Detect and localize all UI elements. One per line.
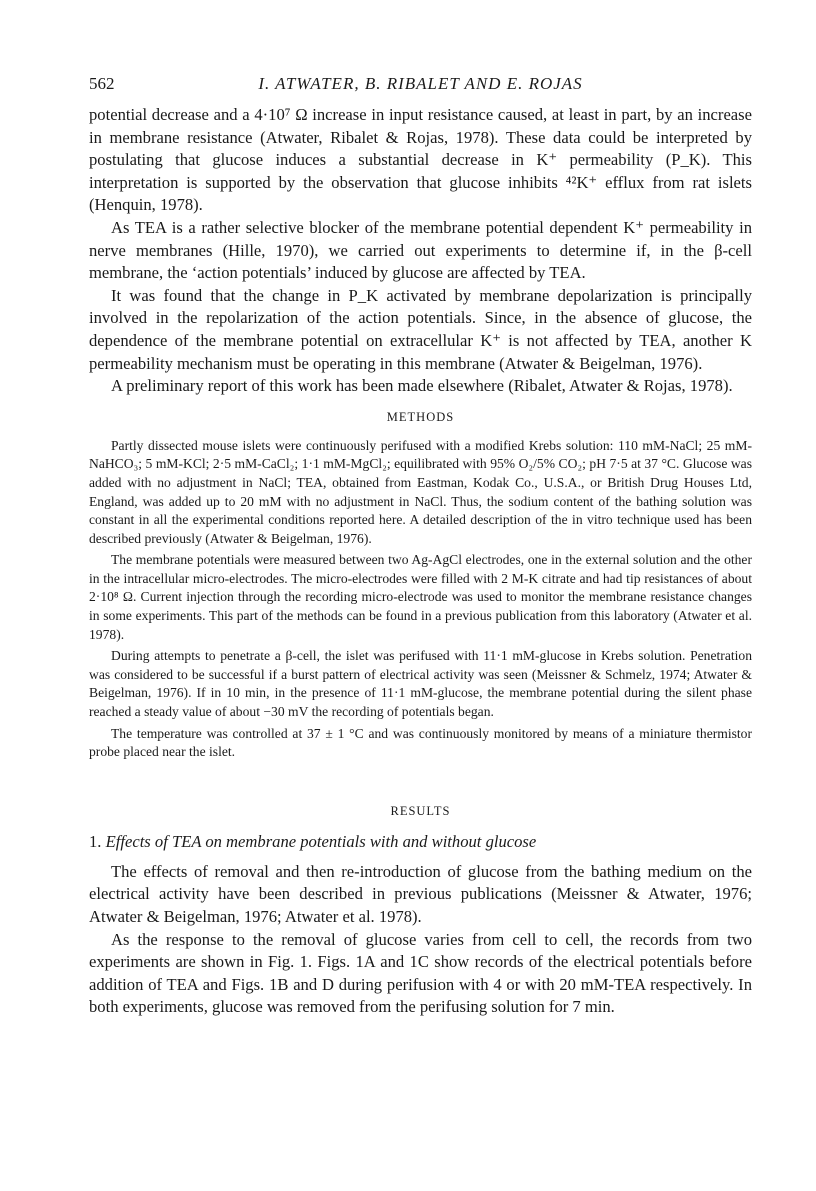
intro-paragraph-1: potential decrease and a 4·10⁷ Ω increase in input resistance caused, at least in part, by an increase in membrane resistance (Atwater, Ribalet & Rojas, 1978). These data could be interpreted by postulating that glucose induces a substantial decrease in K⁺ permeability (P_K). This interpretation is supported by the observation that glucose inhibits ⁴²K⁺ efflux from rat islets (Henquin, 1978). xyxy=(89,105,752,215)
page-header xyxy=(89,74,752,102)
methods-paragraph-2: The membrane potentials were measured between two Ag-AgCl electrodes, one in the external solution and the other in the intracellular micro-electrodes. The micro-electrodes were filled with 2 M-K citrate and had tip resistances of about 2·10⁸ Ω. Current injection through the recording micro-electrode was used to monitor the membrane resistance changes in some experiments. This part of the methods can be found in a previous publication from this laboratory (Atwater et al. 1978). xyxy=(89,552,752,642)
intro-paragraph-2: As TEA is a rather selective blocker of the membrane potential dependent K⁺ permeability in nerve membranes (Hille, 1970), we carried out experiments to determine if, in the β-cell membrane, the ‘action potentials’ induced by glucose are affected by TEA. xyxy=(89,217,752,283)
subheading-text: Effects of TEA on membrane potentials with and without glucose xyxy=(105,831,537,851)
methods-paragraph-1: Partly dissected mouse islets were continuously perifused with a modified Krebs solution: 110 mM-NaCl; 25 mM-NaHCO₃; 5 mM-KCl; 2·5 mM-CaCl₂; 1·1 mM-MgCl₂; equilibrated with 95% O₂/5% CO₂; pH 7·5 at 37 °C. Glucose was added with no adjustment in NaCl; TEA, obtained from Eastman, Kodak Co., U.S.A., or British Drug Houses Ltd, England, was added up to 20 mM with no adjustment in NaCl. Thus, the sodium content of the bathing solution was constant in all the experimental conditions reported here. A detailed description of the in vitro technique used has been described previously (Atwater & Beigelman, 1976). xyxy=(89,437,752,546)
methods-heading: METHODS xyxy=(386,409,455,424)
intro-paragraph-4: A preliminary report of this work has been made elsewhere (Ribalet, Atwater & Rojas, 1978). xyxy=(111,376,733,396)
results-heading: RESULTS xyxy=(390,803,451,818)
running-head-authors: I. ATWATER, B. RIBALET AND E. ROJAS xyxy=(258,74,583,93)
page-number: 562 xyxy=(89,74,115,93)
results-paragraph-2: As the response to the removal of glucose varies from cell to cell, the records from two experiments are shown in Fig. 1. Figs. 1A and 1C show records of the electrical potentials before addition of TEA and Figs. 1B and D during perifusion with 4 or with 20 mM-TEA respectively. In both experiments, glucose was removed from the perifusing solution for 7 min. xyxy=(89,929,752,1017)
methods-paragraph-4: The temperature was controlled at 37 ± 1 °C and was continuously monitored by means of a miniature thermistor probe placed near the islet. xyxy=(89,725,752,760)
intro-paragraph-3: It was found that the change in P_K activated by membrane depolarization is principally involved in the repolarization of the action potentials. Since, in the absence of glucose, the dependence of the membrane potential on extracellular K⁺ is not affected by TEA, another K permeability mechanism must be operating in this membrane (Atwater & Beigelman, 1976). xyxy=(89,285,752,373)
paper-page xyxy=(89,74,752,1019)
section-spacer xyxy=(89,762,752,792)
results-paragraph-1: The effects of removal and then re-introduction of glucose from the bathing medium on the electrical activity have been described in previous publications (Meissner & Atwater, 1976; Atwater & Beigelman, 1976; Atwater et al. 1978). xyxy=(89,861,752,926)
methods-paragraph-3: During attempts to penetrate a β-cell, the islet was perifused with 11·1 mM-glucose in Krebs solution. Penetration was considered to be successful if a burst pattern of electrical activity was seen (Meissner & Schmelz, 1974; Atwater & Beigelman, 1976). If in 10 min, in the presence of 11·1 mM-glucose, the membrane potential during the silent phase reached a steady value of about −30 mV the recording of potentials began. xyxy=(89,648,752,720)
results-subheading xyxy=(89,831,752,853)
subheading-number: 1. xyxy=(89,831,102,851)
